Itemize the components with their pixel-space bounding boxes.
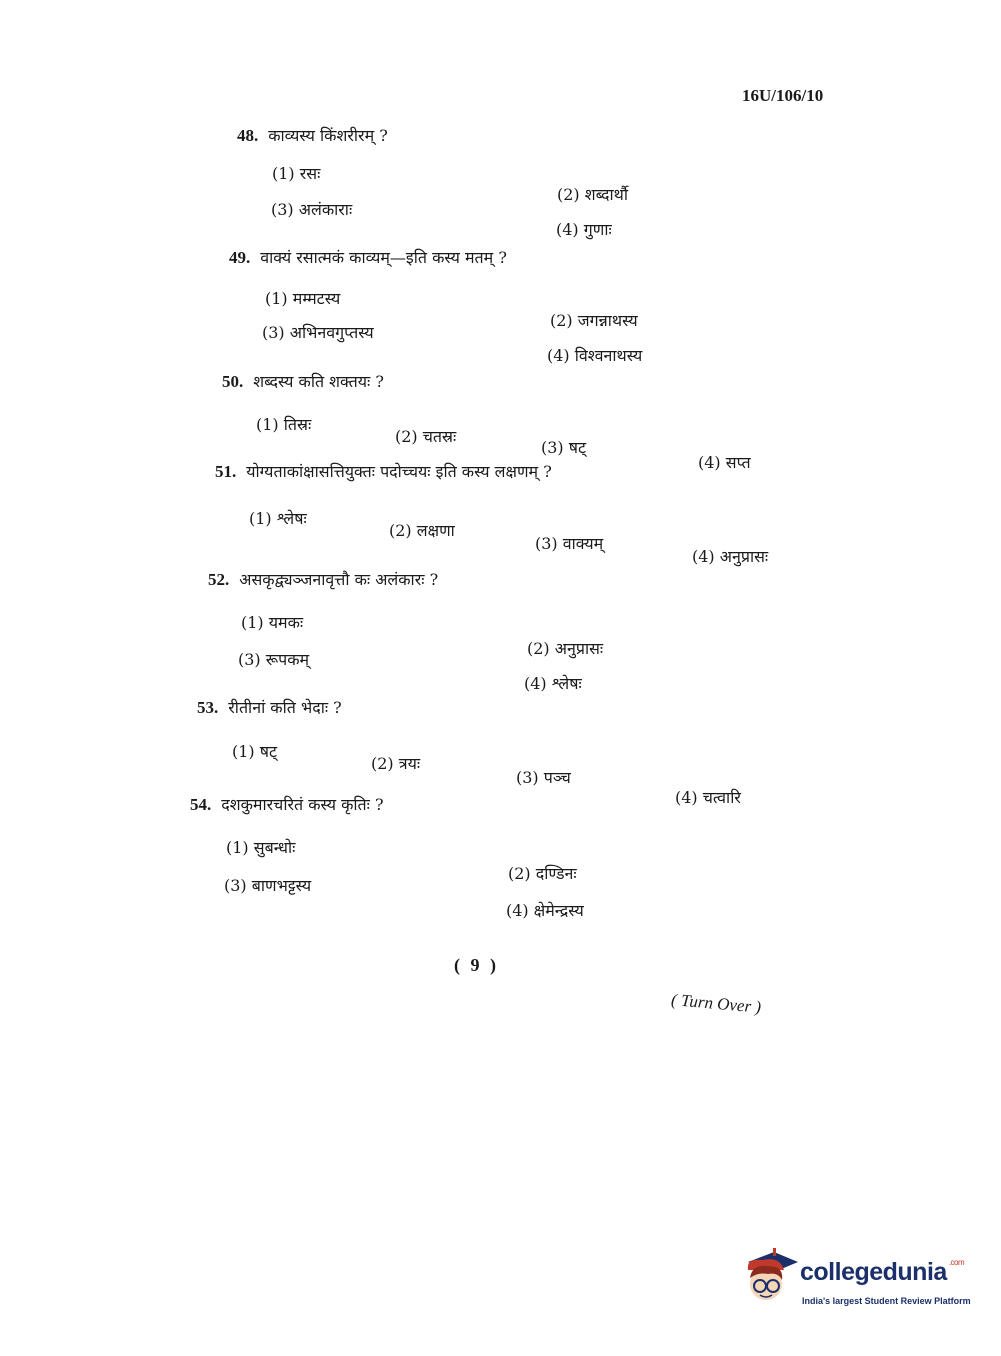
brand-tagline: India's largest Student Review Platform (802, 1296, 971, 1306)
option: (1) सुबन्धोः (226, 838, 296, 857)
page-number: ( 9 ) (454, 955, 499, 975)
option: (4) सप्त (698, 453, 751, 472)
question-text: शब्दस्य कति शक्तयः ? (253, 372, 384, 391)
option: (4) विश्वनाथस्य (547, 346, 643, 365)
student-mascot-icon (740, 1248, 798, 1310)
option: (3) बाणभट्टस्य (224, 876, 312, 895)
option: (1) मम्मटस्य (265, 289, 341, 308)
question-54 (190, 793, 384, 815)
question-number: 48. (237, 126, 259, 145)
option: (1) षट् (232, 742, 278, 761)
question-number: 53. (197, 698, 219, 717)
question-number: 54. (190, 795, 212, 814)
question-48 (237, 124, 388, 146)
option: (2) अनुप्रासः (527, 639, 604, 658)
question-51 (215, 460, 552, 482)
option: (3) वाक्यम् (535, 534, 604, 553)
option: (2) दण्डिनः (508, 864, 577, 883)
option: (1) तिस्रः (256, 415, 312, 434)
option: (4) अनुप्रासः (692, 547, 769, 566)
question-number: 51. (215, 462, 237, 481)
option: (1) श्लेषः (249, 509, 307, 528)
question-50 (222, 370, 384, 392)
option: (3) अलंकाराः (271, 200, 353, 219)
option: (4) चत्वारि (675, 788, 741, 807)
question-text: वाक्यं रसात्मकं काव्यम्—इति कस्य मतम् ? (260, 248, 507, 267)
paper-code: 16U/106/10 (742, 86, 824, 105)
brand-domain: .com (948, 1258, 965, 1267)
brand-name: collegedunia $^{.com}$ (800, 1258, 965, 1286)
option: (4) श्लेषः (524, 674, 582, 693)
option: (4) गुणाः (556, 220, 612, 239)
question-number: 49. (229, 248, 251, 267)
option: (3) पञ्च (516, 768, 571, 787)
question-text: रीतीनां कति भेदाः ? (228, 698, 342, 717)
question-number: 50. (222, 372, 244, 391)
option: (2) त्रयः (371, 754, 421, 773)
option: (2) चतस्रः (395, 427, 457, 446)
collegedunia-watermark (740, 1248, 970, 1318)
option: (1) रसः (272, 164, 321, 183)
option: (3) षट् (541, 438, 587, 457)
question-number: 52. (208, 570, 230, 589)
option: (3) अभिनवगुप्तस्य (262, 323, 374, 342)
question-53 (197, 696, 342, 718)
question-52 (208, 568, 438, 590)
turn-over-note: ( Turn Over ) (670, 990, 762, 1017)
option: (2) जगन्नाथस्य (550, 311, 638, 330)
question-text: योग्यताकांक्षासत्तियुक्तः पदोच्चयः इति कस्य लक्षणम् ? (246, 462, 552, 481)
question-text: दशकुमारचरितं कस्य कृतिः ? (221, 795, 384, 814)
question-49 (229, 246, 507, 268)
option: (2) लक्षणा (389, 521, 455, 540)
option: (2) शब्दार्थौ (557, 185, 628, 204)
question-text: असकृद्व्यञ्जनावृत्तौ कः अलंकारः ? (239, 570, 439, 589)
question-text: काव्यस्य किंशरीरम् ? (268, 126, 388, 145)
option: (4) क्षेमेन्द्रस्य (506, 901, 584, 920)
option: (3) रूपकम् (238, 650, 310, 669)
option: (1) यमकः (241, 613, 304, 632)
